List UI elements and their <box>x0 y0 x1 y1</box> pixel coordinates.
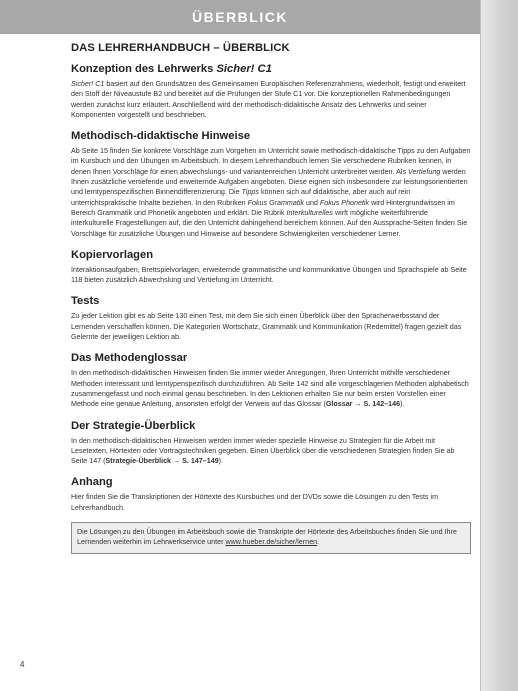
page-content <box>71 40 471 554</box>
paragraph-text: basiert auf den Grundsätzen des Gemeinsamen Europäischen Referenzrahmens, wiederholt, festigt und erweitert den Stoff der Niveaustufe B2 und bereitet auf die Prüfungen der Stufe C1 vor. Die konzeptionellen Rahmenbedingungen werden zunächst kurz erläutert. Anschließend wird der methodisch-didaktische Ansatz des Lehrwerks und seiner Komponenten vorgestellt und beschrieben. <box>71 80 466 119</box>
paragraph-strategie <box>71 436 471 467</box>
section-kopiervorlagen <box>71 249 471 286</box>
paragraph-kopiervorlagen: Interaktionsaufgaben, Brettspielvorlagen, erweiternde grammatische und kommunikative Übungen und Sprachspiele ab Seite 118 bieten zusätzlich Abwechslung und Vertiefung im Unterricht. <box>71 265 467 285</box>
page-number: 4 <box>20 660 25 669</box>
lehrwerkservice-link[interactable]: www.hueber.de/sicher/lernen <box>225 538 318 547</box>
italic-term: Fokus Grammatik <box>247 198 304 207</box>
section-methodisch <box>71 130 471 239</box>
section-heading-methodenglossar: Das Methodenglossar <box>71 352 188 365</box>
section-heading-anhang: Anhang <box>71 476 113 489</box>
paragraph-text: können sich auf didaktische, aber auch auf rein unterrichtspraktische Inhalte beziehen. In den Rubriken <box>71 188 411 207</box>
paragraph-konzeption <box>71 79 471 120</box>
section-strategie <box>71 420 471 467</box>
header-title: ÜBERBLICK <box>192 9 288 25</box>
note-text <box>77 527 465 548</box>
paragraph-text: In den methodisch-didaktischen Hinweisen finden Sie immer wieder Anregungen, Ihren Unterricht mithilfe verschiedener Methoden interessant und lerntypenspezifisch durchzuführen. Ab Seite 142 sind alle vorgeschlagenen Methoden alphabetisch zusammengefasst und noch einmal genau beschrieben. In den Lektionen erhalten Sie nur beim ersten Vorstellen einer Methode eine genaue Anleitung, ansonsten erfolgt der Verweis auf das Glossar ( <box>71 369 469 409</box>
paragraph-methodisch <box>71 146 471 239</box>
paragraph-methodenglossar <box>71 368 471 409</box>
section-methodenglossar <box>71 352 471 409</box>
section-heading-kopiervorlagen: Kopiervorlagen <box>71 248 154 261</box>
paragraph-anhang: Hier finden Sie die Transkriptionen der Hörtexte des Kursbuches und der DVDs sowie die Lösungen zu den Tests im Lehrerhandbuch. <box>71 493 439 512</box>
bold-reference: Glossar → S. 142–146 <box>325 400 401 409</box>
section-heading-strategie: Der Strategie-Überblick <box>71 419 196 432</box>
info-note-box <box>71 522 471 554</box>
section-anhang <box>71 476 471 513</box>
section-heading-tests: Tests <box>71 295 100 308</box>
paragraph-text: In den methodisch-didaktischen Hinweisen werden immer wieder spezielle Hinweise zu Strategien für die Arbeit mit Lesetexten, Hörtexten oder Vortragstechniken gegeben. Einen Überblick über die verschiedenen Strategien finden Sie ab Seite 147 ( <box>71 436 455 466</box>
doc-title: DAS LEHRERHANDBUCH – ÜBERBLICK <box>71 42 290 54</box>
italic-term: Interkulturelles <box>286 208 333 217</box>
section-heading-konzeption <box>71 63 471 75</box>
paragraph-text: wird Hintergrundwissen im Bereich Grammatik und Phonetik angeboten und erklärt. Die Rubrik <box>71 198 455 217</box>
note-end: . <box>317 538 320 547</box>
paragraph-text: werden Ihnen zusätzliche vertiefende und erweiternde Aufgaben angeboten. Diese eignen sich insbesondere zur leistungsorientierten und lerntypenspezifischen Binnendifferenzierung. Die <box>71 167 468 197</box>
italic-term: Fokus Phonetik <box>319 198 370 207</box>
section-tests <box>71 295 471 342</box>
paragraph-text: und <box>303 198 320 207</box>
paragraph-tests: Zu jeder Lektion gibt es ab Seite 130 einen Test, mit dem Sie sich einen Überblick über den Spracherwerbsstand der Lernenden verschaffen können. Die Kategorien Wortschatz, Grammatik und Kommunikation (Redemittel) fragen gezielt das Gelernte der jeweiligen Lektion ab. <box>71 312 462 342</box>
paragraph-text: ). <box>218 457 224 466</box>
heading-text: Konzeption des Lehrwerks <box>71 63 217 75</box>
paragraph-text: ). <box>400 400 405 409</box>
italic-term: Sicher! C1 <box>71 80 105 88</box>
paragraph-text: wirft mögliche weiterführende interkulturelle Fragestellungen auf, die den Unterricht dahingehend bereichern können. Auf den Aussprache-Seiten finden Sie Vorschläge für zusätzliche Übungen und Hinweise auf besondere Schwierigkeiten verschiedener Lerner. <box>71 208 468 238</box>
note-body: Die Lösungen zu den Übungen im Arbeitsbuch sowie die Transkripte der Hörtexte des Arbeitsbuches finden Sie und Ihre Lernenden weiterhin im Lehrwerkservice unter <box>77 528 457 547</box>
heading-italic-text: Sicher! C1 <box>216 63 272 75</box>
paragraph-text: Ab Seite 15 finden Sie konkrete Vorschläge zum Vorgehen im Unterricht sowie methodisch-didaktische Tipps zu den Aufgaben im Kursbuch und den Übungen im Arbeitsbuch. In diesem Lehrerhandbuch lernen Sie verschiedene Rubriken kennen, in denen Ihnen Vorschläge für einen abwechslungs- und variantenreichen Unterricht unterbreitet werden. Als <box>71 147 471 176</box>
italic-term: Vertiefung <box>408 167 441 176</box>
bold-reference: Strategie-Überblick → S. 147–149 <box>105 457 219 466</box>
italic-term: Tipps <box>241 188 259 197</box>
page-edge-shadow <box>480 0 518 691</box>
section-konzeption <box>71 63 471 120</box>
section-heading-methodisch: Methodisch-didaktische Hinweise <box>71 130 251 143</box>
